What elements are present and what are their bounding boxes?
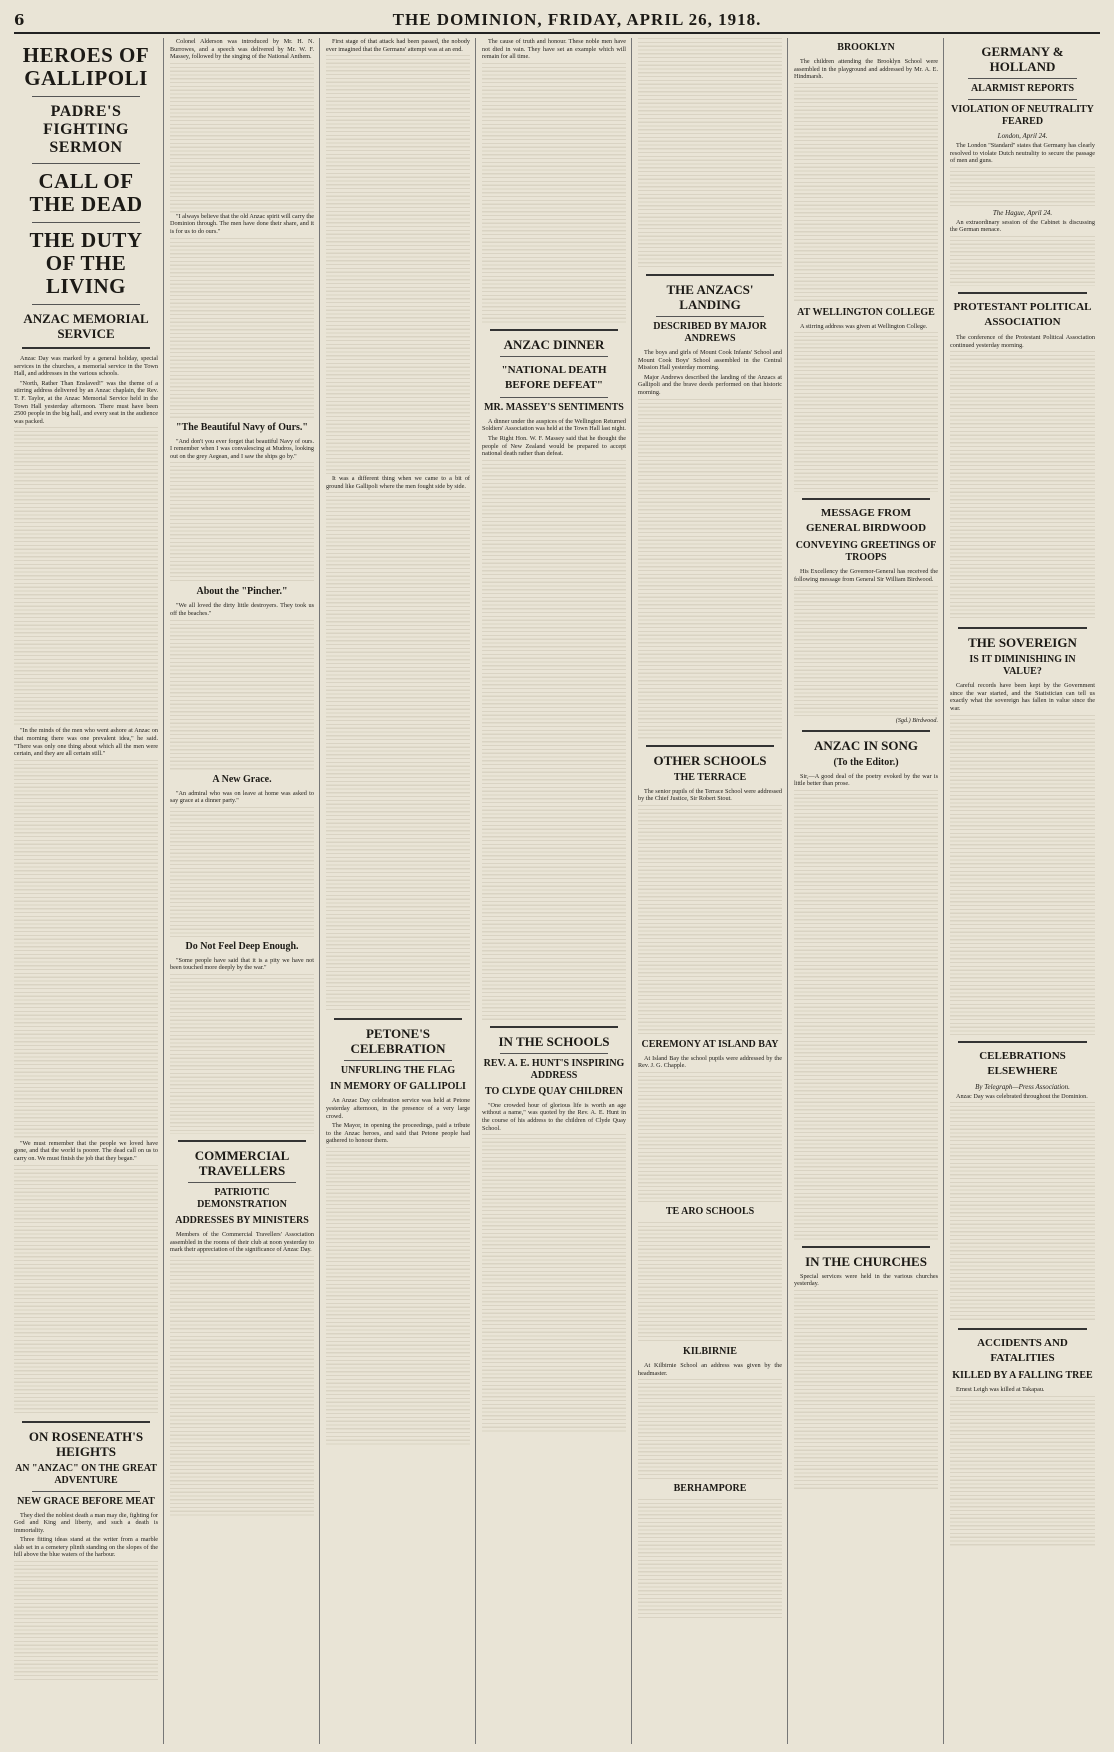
article-paragraph: The Mayor, in opening the proceedings, paid a tribute to the Anzac heroes, and said that Petone people had gathered to honour them. <box>326 1122 470 1145</box>
column-4 <box>482 38 632 1744</box>
headline-great-adventure: AN "ANZAC" ON THE GREAT ADVENTURE <box>15 1462 157 1486</box>
article-columns <box>14 38 1100 1744</box>
article-paragraph: The cause of truth and honour. These noble men have not died in vain. They have set an example which will remain for all time. <box>482 38 626 61</box>
article-paragraph: Colonel Alderson was introduced by Mr. H. N. Burrowes, and a speech was delivered by Mr. W. F. Massey, followed by the singing of the National Anthem. <box>170 38 314 61</box>
article-paragraph: "An admiral who was on leave at home was asked to say grace at a dinner party." <box>170 789 314 805</box>
headline-hunt: REV. A. E. HUNT'S INSPIRING ADDRESS <box>483 1057 625 1081</box>
headline-in-schools: IN THE SCHOOLS <box>498 1033 610 1049</box>
article-paragraph: "We all loved the dirty little destroyers. They took us off the beaches." <box>170 602 314 617</box>
column-3 <box>326 38 476 1744</box>
headline-terrace: THE TERRACE <box>673 771 747 783</box>
headline-major-andrews: DESCRIBED BY MAJOR ANDREWS <box>653 321 767 344</box>
headline-accidents: ACCIDENTS AND FATALITIES <box>977 1337 1068 1365</box>
article-paragraph: It was a different thing when we came to a bit of ground like Gallipoli where the men fought side by side. <box>326 475 470 490</box>
article-paragraph: The children attending the Brooklyn School were assembled in the playground and addressed by Mr. A. E. Hindmarsh. <box>794 58 938 81</box>
article-paragraph: Sir,—A good deal of the poetry evoked by the war is little better than prose. <box>794 772 938 788</box>
dateline: The Hague, April 24. <box>992 208 1053 217</box>
article-paragraph: First stage of that attack had been passed, the nobody ever imagined that the Germans' attempt was at an end. <box>326 38 470 53</box>
column-5 <box>638 38 788 1744</box>
article-paragraph: The Right Hon. W. F. Massey said that he thought the people of New Zealand would be prepared to accept national death rather than defeat. <box>482 434 626 458</box>
article-paragraph: "And don't you ever forget that beautiful Navy of ours. I remember when I was convalescing at Mudros, looking out on the grey Aegean, and I saw the ships go by." <box>170 437 314 460</box>
headline-greetings-troops: CONVEYING GREETINGS OF TROOPS <box>795 540 937 564</box>
article-paragraph: A stirring address was given at Wellington College. <box>800 322 928 330</box>
subheading: "The Beautiful Navy of Ours." <box>176 421 308 433</box>
headline-falling-tree: KILLED BY A FALLING TREE <box>952 1370 1093 1382</box>
article-paragraph: Careful records have been kept by the Government since the war started, and the Statistician can tell us exactly what the sovereign has fallen in value since the war. <box>950 682 1095 712</box>
headline-other-schools: OTHER SCHOOLS <box>653 752 767 768</box>
article-paragraph: Members of the Commercial Travellers' Association assembled in the rooms of their club at noon yesterday to mark their appreciation of the significance of Anzac Day. <box>170 1230 314 1254</box>
headline-memory-gallipoli: IN MEMORY OF GALLIPOLI <box>330 1081 466 1093</box>
headline-diminishing: IS IT DIMINISHING IN VALUE? <box>969 654 1076 678</box>
headline-padre: PADRE'S FIGHTING SERMON <box>43 103 129 156</box>
headline-germany-holland: GERMANY & HOLLAND <box>981 44 1064 74</box>
headline-unfurling-flag: UNFURLING THE FLAG <box>340 1065 456 1077</box>
article-paragraph: Major Andrews described the landing of the Anzacs at Gallipoli and the brave deeds performed on that historic morning. <box>638 373 782 396</box>
article-paragraph: An Anzac Day celebration service was held at Petone yesterday afternoon, in the presence of a very large crowd. <box>326 1097 470 1120</box>
column-1 <box>14 38 164 1744</box>
article-paragraph: The conference of the Protestant Political Association continued yesterday morning. <box>950 333 1095 349</box>
article-paragraph: They died the noblest death a man may die, fighting for God and King and liberty, and such a death is immortality. <box>14 1511 158 1534</box>
headline-island-bay: CEREMONY AT ISLAND BAY <box>641 1038 779 1050</box>
article-paragraph: His Excellency the Governor-General has received the following message from General Sir William Birdwood. <box>794 568 938 583</box>
article-paragraph: "We must remember that the people we loved have gone, and that the world is poorer. The dead call on us to carry on. We must finish the job that they began." <box>14 1139 158 1162</box>
signature: (Sgd.) Birdwood. <box>895 716 938 724</box>
headline-anzac-dinner: ANZAC DINNER <box>503 336 605 352</box>
headline-protestant: PROTESTANT POLITICAL ASSOCIATION <box>953 300 1092 328</box>
headline-brooklyn: BROOKLYN <box>837 42 895 53</box>
article-paragraph: "One crowded hour of glorious life is worth an age without a name," was quoted by the Rev. A. E. Hunt in the course of his address to the children of Clyde Quay School. <box>482 1101 626 1132</box>
headline-neutrality: VIOLATION OF NEUTRALITY FEARED <box>951 104 1094 127</box>
headline-anzac-memorial: ANZAC MEMORIAL SERVICE <box>23 311 149 341</box>
article-paragraph: A dinner under the auspices of the Wellington Returned Soldiers' Association was held at the Town Hall last night. <box>482 417 626 433</box>
column-2 <box>170 38 320 1744</box>
headline-sovereign: THE SOVEREIGN <box>968 635 1077 651</box>
article-paragraph: The London "Standard" states that Germany has clearly resolved to violate Dutch neutrality to secure the passage of men and guns. <box>950 142 1095 165</box>
article-paragraph: The senior pupils of the Terrace School were addressed by the Chief Justice, Sir Robert Stout. <box>638 787 782 803</box>
article-paragraph: Ernest Leigh was killed at Takapau. <box>956 1386 1045 1394</box>
headline-te-aro: TE ARO SCHOOLS <box>665 1205 755 1217</box>
headline-petone: PETONE'S CELEBRATION <box>350 1026 446 1057</box>
newspaper-title: THE DOMINION, FRIDAY, APRIL 26, 1918. <box>392 10 762 29</box>
headline-anzacs-landing: THE ANZACS' LANDING <box>666 282 754 312</box>
article-paragraph: An extraordinary session of the Cabinet is discussing the German menace. <box>950 218 1095 234</box>
article-paragraph: "North, Rather Than Enslaved!" was the theme of a stirring address delivered by an Anzac chaplain, the Rev. T. F. Taylor, at the Anzac Memorial Service held in the Town Hall yesterday afternoon. There must have been 2500 people in the big hall, and every seat in the audience was packed. <box>14 379 158 425</box>
article-paragraph: At Kilbirnie School an address was given by the headmaster. <box>638 1361 782 1377</box>
headline-wellington-college: AT WELLINGTON COLLEGE <box>797 306 935 318</box>
headline-addresses-ministers: ADDRESSES BY MINISTERS <box>175 1214 309 1226</box>
headline-kilbirnie: KILBIRNIE <box>683 1345 737 1357</box>
article-paragraph: Anzac Day was marked by a general holiday, special services in the churches, a memorial service in the Town Hall, and addresses in the various schools. <box>14 355 158 378</box>
column-6 <box>794 38 944 1744</box>
headline-celebrations-elsewhere: CELEBRATIONS ELSEWHERE <box>979 1049 1066 1077</box>
headline-national-death: "NATIONAL DEATH BEFORE DEFEAT" <box>501 363 607 391</box>
headline-birdwood: MESSAGE FROM GENERAL BIRDWOOD <box>805 507 927 535</box>
headline-to-editor: (To the Editor.) <box>833 756 899 768</box>
headline-in-churches: IN THE CHURCHES <box>805 1253 927 1269</box>
headline-patriotic-demo: PATRIOTIC DEMONSTRATION <box>197 1186 287 1210</box>
headline-call-dead: CALL OF THE DEAD <box>29 169 143 216</box>
article-paragraph: The boys and girls of Mount Cook Infants' School and Mount Cook Boys' School assembled in the Central Mission Hall yesterday morning. <box>638 349 782 372</box>
headline-duty-living: THE DUTY OF THE LIVING <box>29 228 143 298</box>
headline-anzac-song: ANZAC IN SONG <box>813 737 918 753</box>
article-paragraph: Three fitting ideas stand at the writer from a marble slab set in a cemetery plinth standing on the slopes of the hill above the blue waters of the harbour. <box>14 1536 158 1559</box>
headline-berhampore: BERHAMPORE <box>673 1483 747 1495</box>
headline-commercial-travellers: COMMERCIAL TRAVELLERS <box>194 1147 290 1178</box>
subheading: A New Grace. <box>212 773 272 785</box>
article-paragraph: Special services were held in the various churches yesterday. <box>794 1272 938 1288</box>
headline-massey: MR. MASSEY'S SENTIMENTS <box>484 401 624 413</box>
headline-heroes: HEROES OF GALLIPOLI <box>22 43 150 90</box>
dateline: By Telegraph—Press Association. <box>975 1082 1070 1091</box>
headline-roseneath: ON ROSENEATH'S HEIGHTS <box>28 1428 144 1459</box>
masthead <box>14 8 1100 34</box>
column-7 <box>950 38 1100 1744</box>
article-paragraph: At Island Bay the school pupils were addressed by the Rev. J. G. Chapple. <box>638 1054 782 1070</box>
subheading: About the "Pincher." <box>196 586 288 598</box>
article-paragraph: Anzac Day was celebrated throughout the Dominion. <box>956 1092 1088 1100</box>
headline-new-grace: NEW GRACE BEFORE MEAT <box>17 1495 155 1507</box>
article-paragraph: "In the minds of the men who went ashore at Anzac on that morning there was one prevalent idea," he said. "There was only one thing about which all the men were certain, and they are all certain still." <box>14 727 158 758</box>
headline-clyde-quay: TO CLYDE QUAY CHILDREN <box>485 1085 623 1097</box>
page-number: 6 <box>14 11 25 29</box>
subheading: Do Not Feel Deep Enough. <box>185 940 299 952</box>
dateline: London, April 24. <box>997 132 1048 140</box>
headline-alarmist: ALARMIST REPORTS <box>970 83 1075 94</box>
article-paragraph: "Some people have said that it is a pity we have not been touched more deeply by the war." <box>170 956 314 972</box>
article-paragraph: "I always believe that the old Anzac spirit will carry the Dominion through. The men have done their share, and it is for us to do ours." <box>170 212 314 235</box>
